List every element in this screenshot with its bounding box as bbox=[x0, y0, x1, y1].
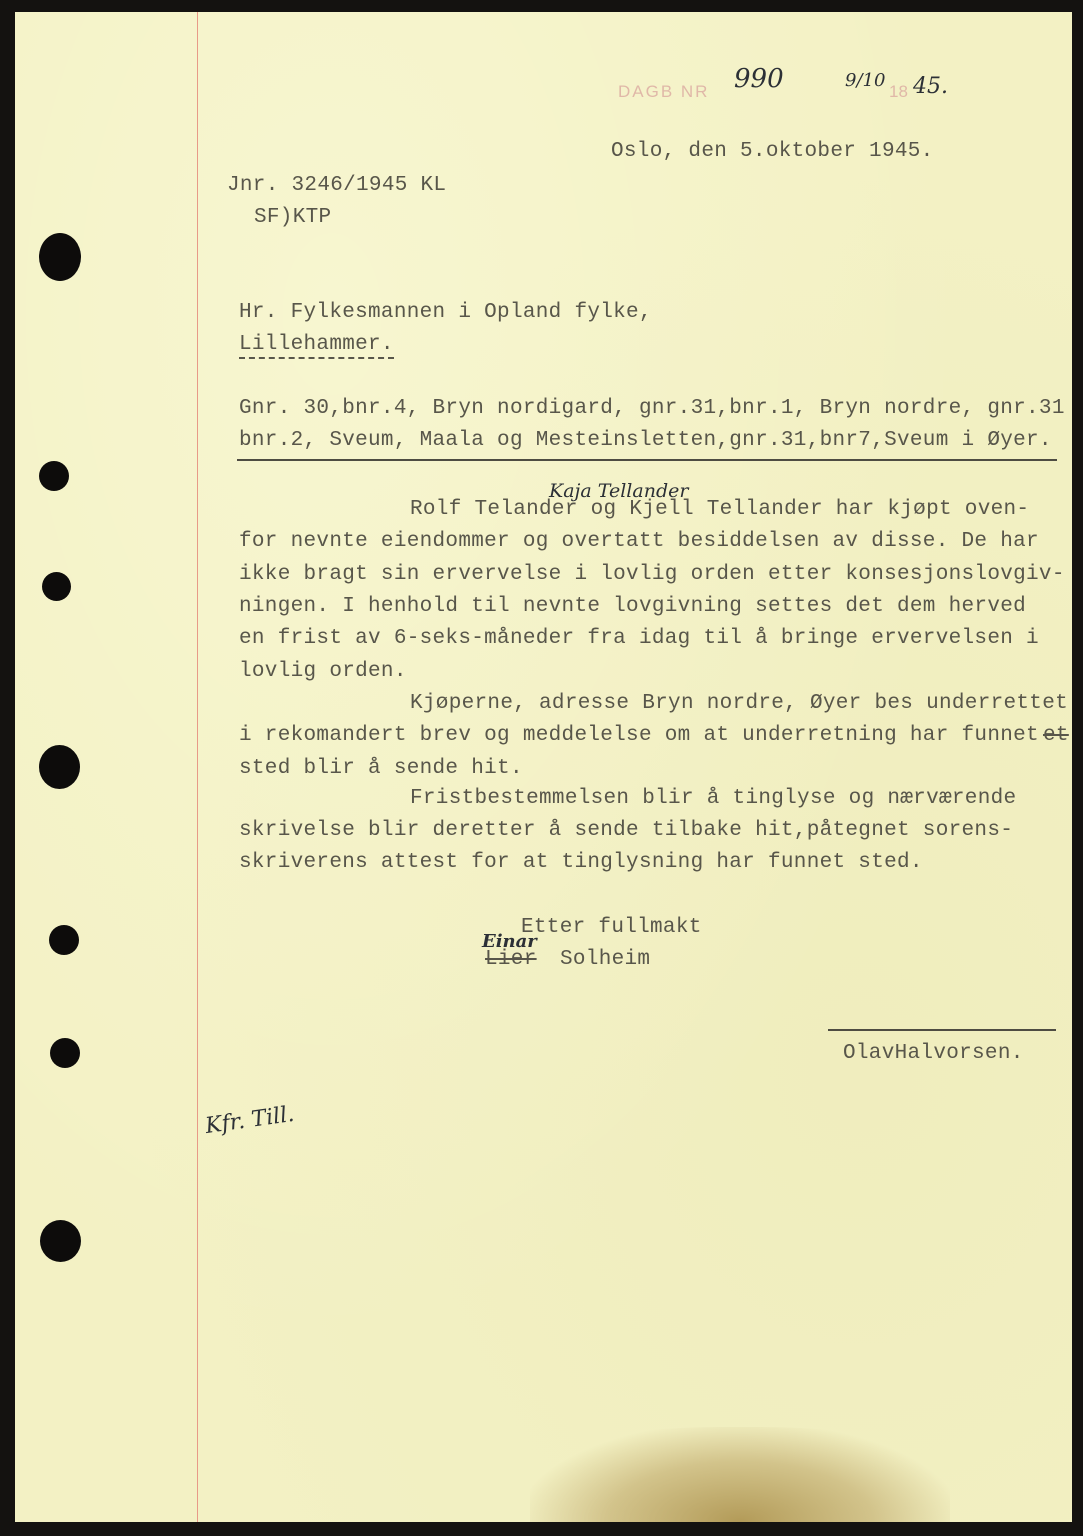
body-p2-line1: Kjøperne, adresse Bryn nordre, Øyer bes underrettet bbox=[410, 692, 1069, 715]
stamp-date-year-printed: 18 bbox=[889, 82, 908, 101]
body-p2-struck-word: et bbox=[1043, 724, 1069, 747]
stamp-date-year-hand: 45. bbox=[913, 74, 948, 99]
handwritten-annotation: Kfr. Till. bbox=[203, 1101, 296, 1140]
punch-hole bbox=[49, 925, 79, 955]
signature-authority: Etter fullmakt bbox=[521, 916, 702, 939]
punch-hole bbox=[39, 745, 80, 789]
journal-number: Jnr. 3246/1945 KL bbox=[227, 174, 447, 197]
body-p1-line5: en frist av 6-seks-måneder fra idag til å bringe ervervelsen i bbox=[239, 627, 1039, 650]
body-p3-line1: Fristbestemmelsen blir å tinglyse og nærværende bbox=[410, 787, 1017, 810]
water-stain bbox=[530, 1427, 950, 1522]
body-p1-line4: ningen. I henhold til nevnte lovgivning settes det dem herved bbox=[239, 595, 1027, 618]
subject-line2: bnr.2, Sveum, Maala og Mesteinsletten,gnr.31,bnr7,Sveum i Øyer. bbox=[239, 429, 1052, 452]
stamp-label: DAGB NR bbox=[618, 82, 710, 101]
recipient-city: Lillehammer. bbox=[239, 333, 394, 359]
body-p2-line2: i rekomandert brev og meddelelse om at underretning har funnet bbox=[239, 724, 1039, 747]
body-p3-line3: skriverens attest for at tinglysning har funnet sted. bbox=[239, 851, 923, 874]
punch-hole bbox=[50, 1038, 80, 1068]
handwritten-insert: Kaja Tellander bbox=[549, 480, 689, 502]
signature-rule bbox=[828, 1029, 1056, 1031]
recipient-line1: Hr. Fylkesmannen i Opland fylke, bbox=[239, 301, 652, 324]
punch-hole bbox=[40, 1220, 81, 1262]
second-signatory: OlavHalvorsen. bbox=[843, 1042, 1024, 1065]
punch-hole bbox=[39, 233, 81, 281]
body-p2-line3: sted blir å sende hit. bbox=[239, 757, 523, 780]
body-p1-line2: for nevnte eiendommer og overtatt besiddelsen av disse. De har bbox=[239, 530, 1039, 553]
margin-line bbox=[197, 12, 198, 1522]
stamp-date-daymonth: 9/10 bbox=[845, 70, 886, 91]
reference-initials: SF)KTP bbox=[254, 206, 332, 229]
subject-line1: Gnr. 30,bnr.4, Bryn nordigard, gnr.31,bnr.1, Bryn nordre, gnr.31 bbox=[239, 397, 1065, 420]
body-p3-line2: skrivelse blir deretter å sende tilbake hit,påtegnet sorens- bbox=[239, 819, 1014, 842]
document-page bbox=[15, 12, 1072, 1522]
body-p1-line1: Rolf Telander og Kjell Tellander har kjøpt oven- bbox=[410, 498, 1030, 521]
entry-number: 990 bbox=[734, 64, 784, 94]
place-date: Oslo, den 5.oktober 1945. bbox=[611, 140, 934, 163]
body-p1-line3: ikke bragt sin ervervelse i lovlig orden etter konsesjonslovgiv- bbox=[239, 563, 1065, 586]
signature-struck-name: Lier bbox=[485, 948, 537, 971]
punch-hole bbox=[42, 572, 71, 601]
signature-handwritten-name: Einar bbox=[482, 931, 537, 952]
body-p1-line6: lovlig orden. bbox=[239, 660, 407, 683]
punch-hole bbox=[39, 461, 69, 491]
signature-surname: Solheim bbox=[560, 948, 651, 971]
subject-rule bbox=[237, 459, 1057, 461]
